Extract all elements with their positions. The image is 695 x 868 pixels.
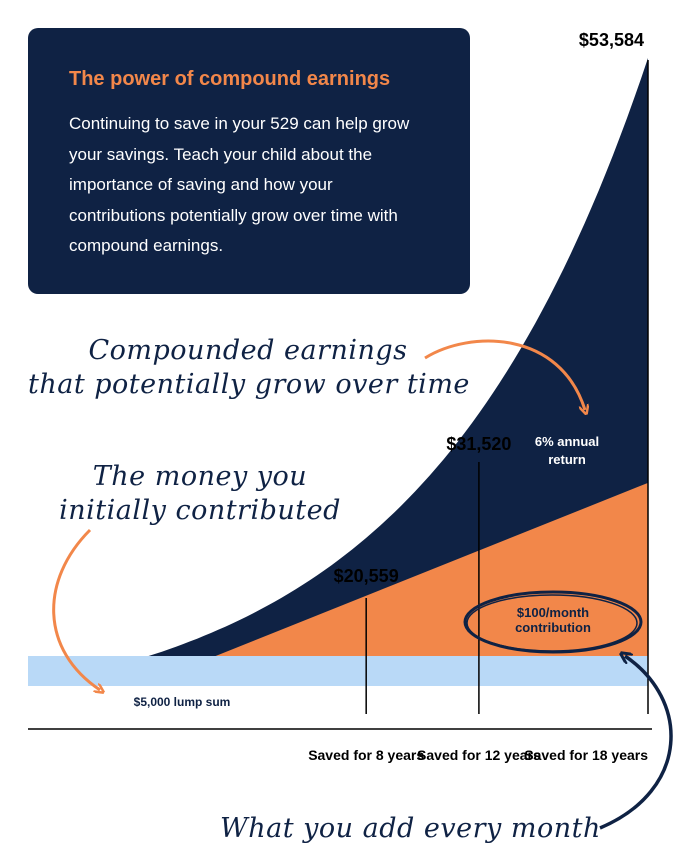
return-label-line2: return	[548, 452, 586, 467]
milestone-value-12: $31,520	[446, 434, 512, 454]
contribution-label-line1: $100/month	[516, 605, 590, 620]
milestone-value-8: $20,559	[333, 566, 399, 586]
annotation-compounded-earnings	[28, 334, 468, 402]
annotation-initial-line1: The money you	[92, 461, 308, 492]
contribution-label-line2: contribution	[515, 620, 591, 635]
annotation-initial-contribution	[50, 460, 350, 528]
info-box-title: The power of compound earnings	[69, 68, 391, 90]
annotation-compounded-line1: Compounded earnings	[88, 335, 408, 366]
annotation-monthly-additions: What you add every month	[220, 813, 601, 844]
info-box-body: Continuing to save in your 529 can help grow your savings. Teach your child about the importance of saving and how your contributions potentially grow over time with compound earnings.	[69, 114, 410, 255]
return-label-line1: 6% annual	[534, 434, 600, 449]
tick-label-12: Saved for 12 years	[417, 747, 541, 763]
annotation-initial-line2: initially contributed	[59, 495, 341, 526]
info-box	[28, 28, 470, 294]
tick-label-8: Saved for 8 years	[308, 747, 425, 763]
tick-label-18: Saved for 18 years	[524, 747, 648, 763]
lump-sum-band	[28, 656, 648, 686]
milestone-value-18: $53,584	[578, 30, 644, 50]
annotation-compounded-line2: that potentially grow over time	[28, 369, 470, 400]
lump-sum-label: $5,000 lump sum	[133, 695, 231, 709]
